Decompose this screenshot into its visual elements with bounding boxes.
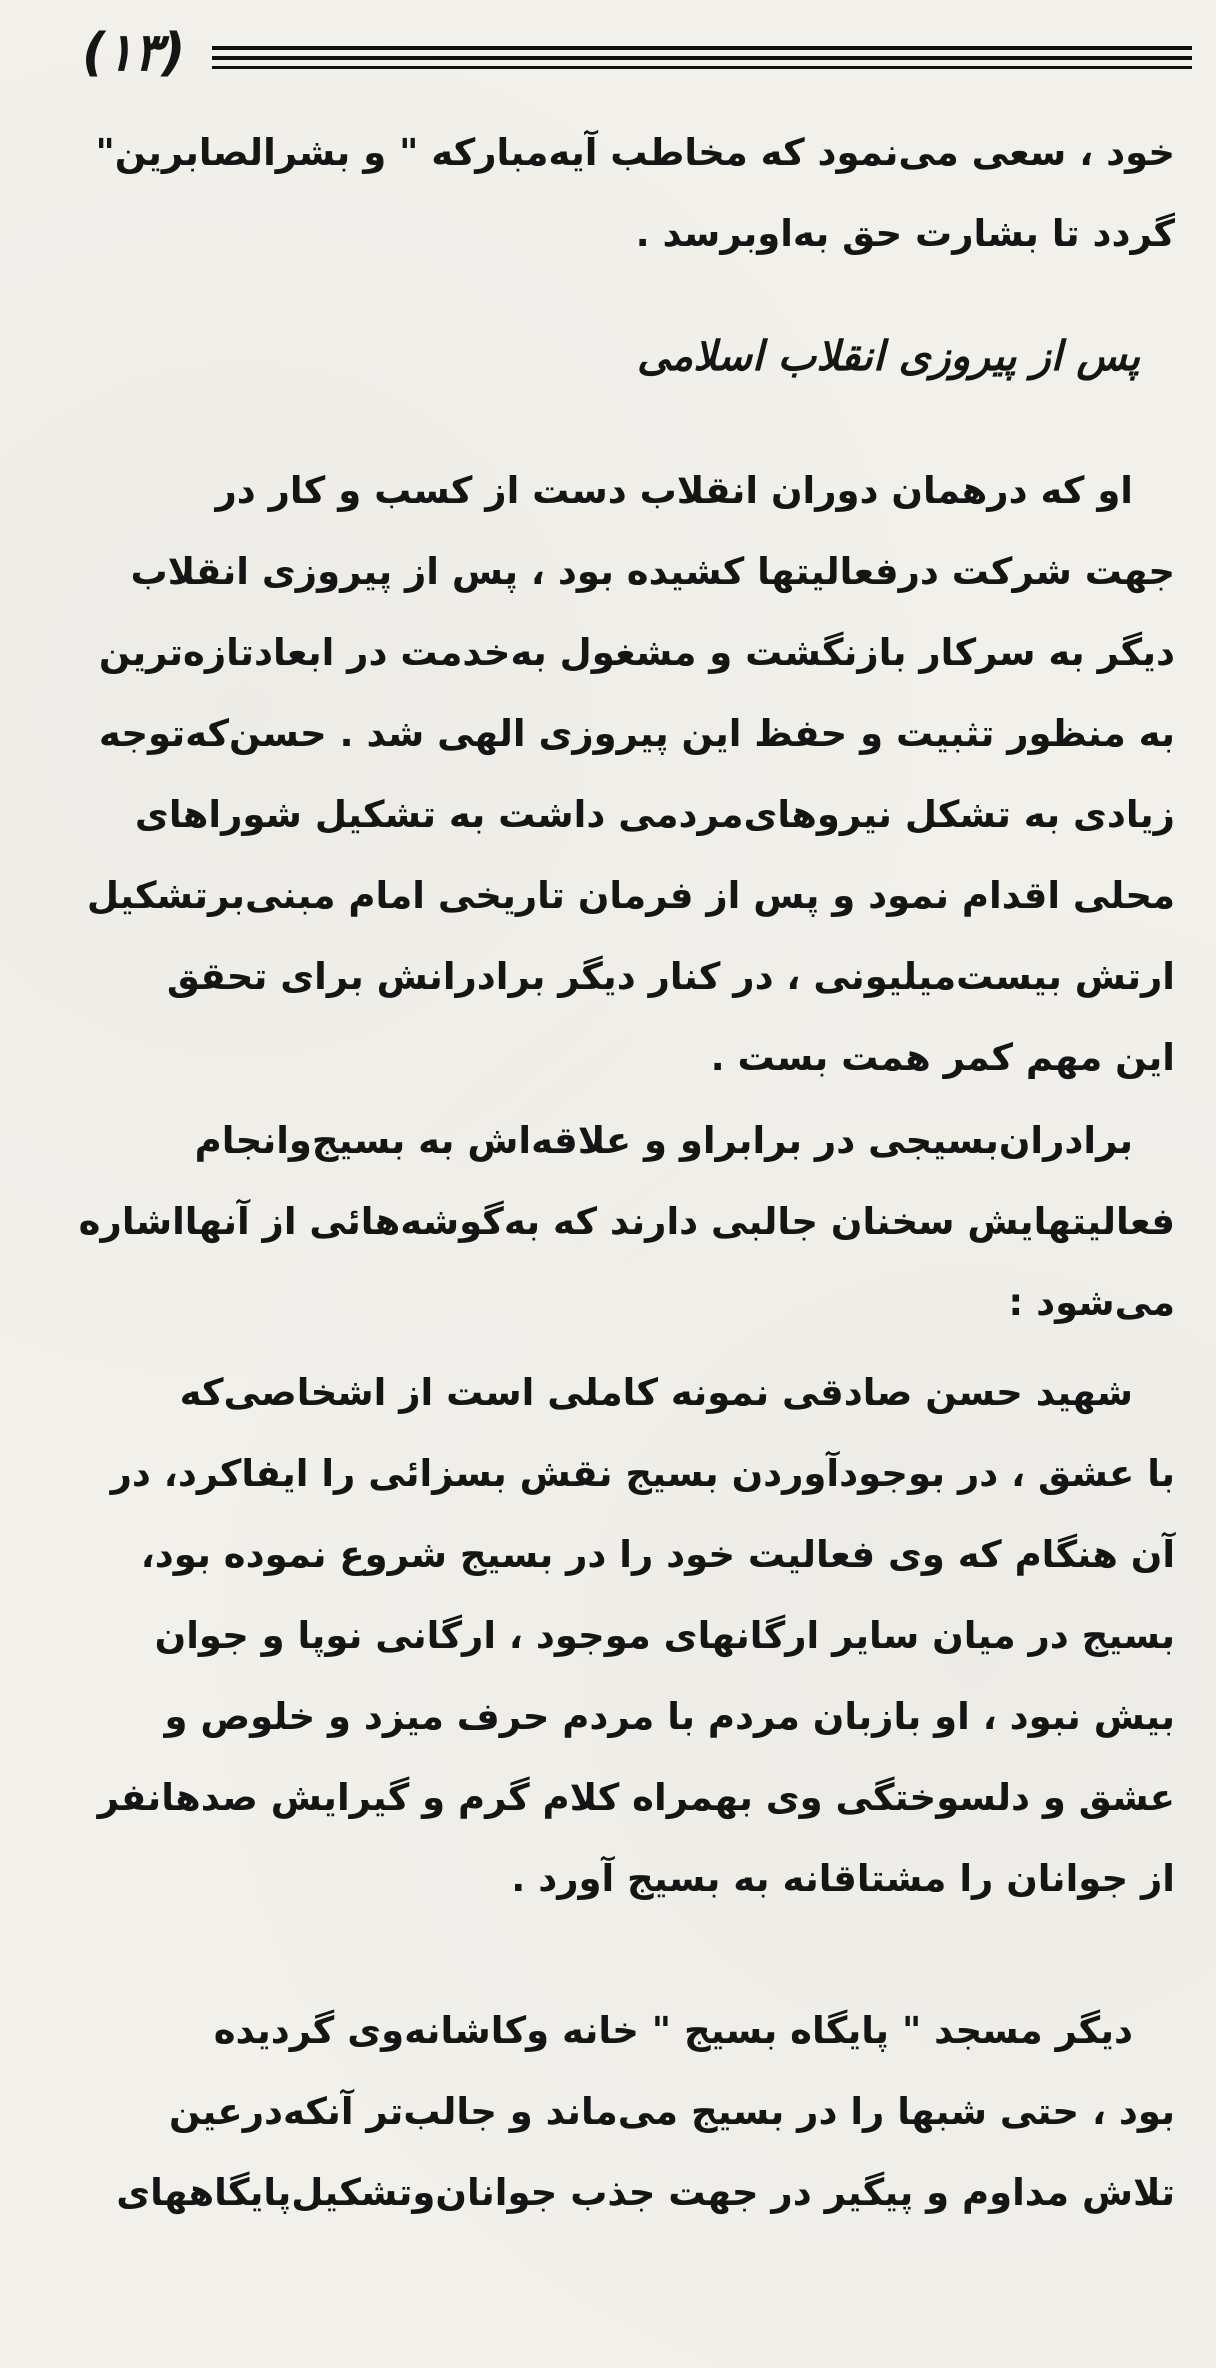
paragraph-3-line: شهید حسن صادقی نمونه کاملی است از اشخاصی‌که — [179, 1371, 1133, 1414]
page-number: (۱۳) — [82, 23, 186, 83]
paragraph-2-line: برادران‌بسیجی در برابراو و علاقه‌اش به بسیج‌وانجام — [194, 1119, 1133, 1162]
header-rule-middle — [212, 56, 1192, 60]
paragraph-4-line: دیگر مسجد " پایگاه بسیج " خانه وکاشانه‌وی گردیده — [213, 2009, 1133, 2052]
header-rule-top — [212, 46, 1192, 50]
paragraph-1-line: محلی اقدام نمود و پس از فرمان تاریخی امام مبنی‌برتشکیل — [86, 874, 1175, 917]
opening-line-2: گردد تا بشارت حق به‌اوبرسد . — [635, 212, 1175, 255]
page-header — [82, 22, 1192, 84]
section-heading: پس از پیروزی انقلاب اسلامی — [636, 332, 1140, 380]
paragraph-1 — [86, 450, 1175, 1098]
paragraph-3-line: عشق و دلسوختگی وی بهمراه کلام گرم و گیرایش صدهانفر — [97, 1776, 1175, 1819]
paragraph-1-line: به منظور تثبیت و حفظ این پیروزی الهی شد . حسن‌که‌توجه — [98, 712, 1175, 755]
opening-line-1-part-a: خود ، سعی می‌نمود که مخاطب آیه‌مبارکه " — [399, 131, 1175, 174]
paragraph-3-line: بیش نبود ، او بازبان مردم با مردم حرف میزد و خلوص و — [164, 1695, 1175, 1738]
paragraph-4-line: بود ، حتی شبها را در بسیج می‌ماند و جالب‌تر آنکه‌درعین — [169, 2090, 1175, 2133]
paragraph-2-line: فعالیتهایش سخنان جالبی دارند که به‌گوشه‌هائی از آنهااشاره — [78, 1200, 1175, 1243]
paragraph-2-line: می‌شود : — [1008, 1281, 1175, 1324]
header-rule-bottom — [212, 66, 1192, 69]
paragraph-1-line: دیگر به سرکار بازنگشت و مشغول به‌خدمت در ابعادتازه‌ترین — [98, 631, 1175, 674]
paragraph-3 — [97, 1352, 1175, 1919]
paragraph-2 — [78, 1100, 1175, 1343]
opening-line-1 — [95, 112, 1175, 193]
verse-reference: و بشرالصابرین — [114, 131, 400, 174]
paragraph-3-line: آن هنگام که وی فعالیت خود را در بسیج شروع نموده بود، — [140, 1533, 1175, 1576]
paragraph-1-line: این مهم کمر همت بست . — [710, 1036, 1175, 1079]
paragraph-4 — [105, 1990, 1175, 2233]
paragraph-1-line: زیادی به تشکل نیروهای‌مردمی داشت به تشکیل شوراهای — [134, 793, 1175, 836]
paragraph-1-line: جهت شرکت درفعالیتها کشیده بود ، پس از پیروزی انقلاب — [130, 550, 1175, 593]
paragraph-3-line: با عشق ، در بوجودآوردن بسیج نقش بسزائی را ایفاکرد، در — [110, 1452, 1175, 1495]
paragraph-1-line: او که درهمان دوران انقلاب دست از کسب و کار در — [215, 469, 1133, 512]
paragraph-3-line: بسیج در میان سایر ارگانهای موجود ، ارگانی نوپا و جوان — [154, 1614, 1175, 1657]
opening-line-1-part-c: " — [95, 131, 115, 174]
paragraph-1-line: ارتش بیست‌میلیونی ، در کنار دیگر برادرانش برای تحقق — [166, 955, 1175, 998]
paragraph-3-line: از جوانان را مشتاقانه به بسیج آورد . — [511, 1857, 1175, 1900]
opening-text — [95, 112, 1175, 274]
paragraph-4-line: تلاش مداوم و پیگیر در جهت جذب جوانان‌وتشکیل‌پایگاههای — [116, 2171, 1175, 2214]
